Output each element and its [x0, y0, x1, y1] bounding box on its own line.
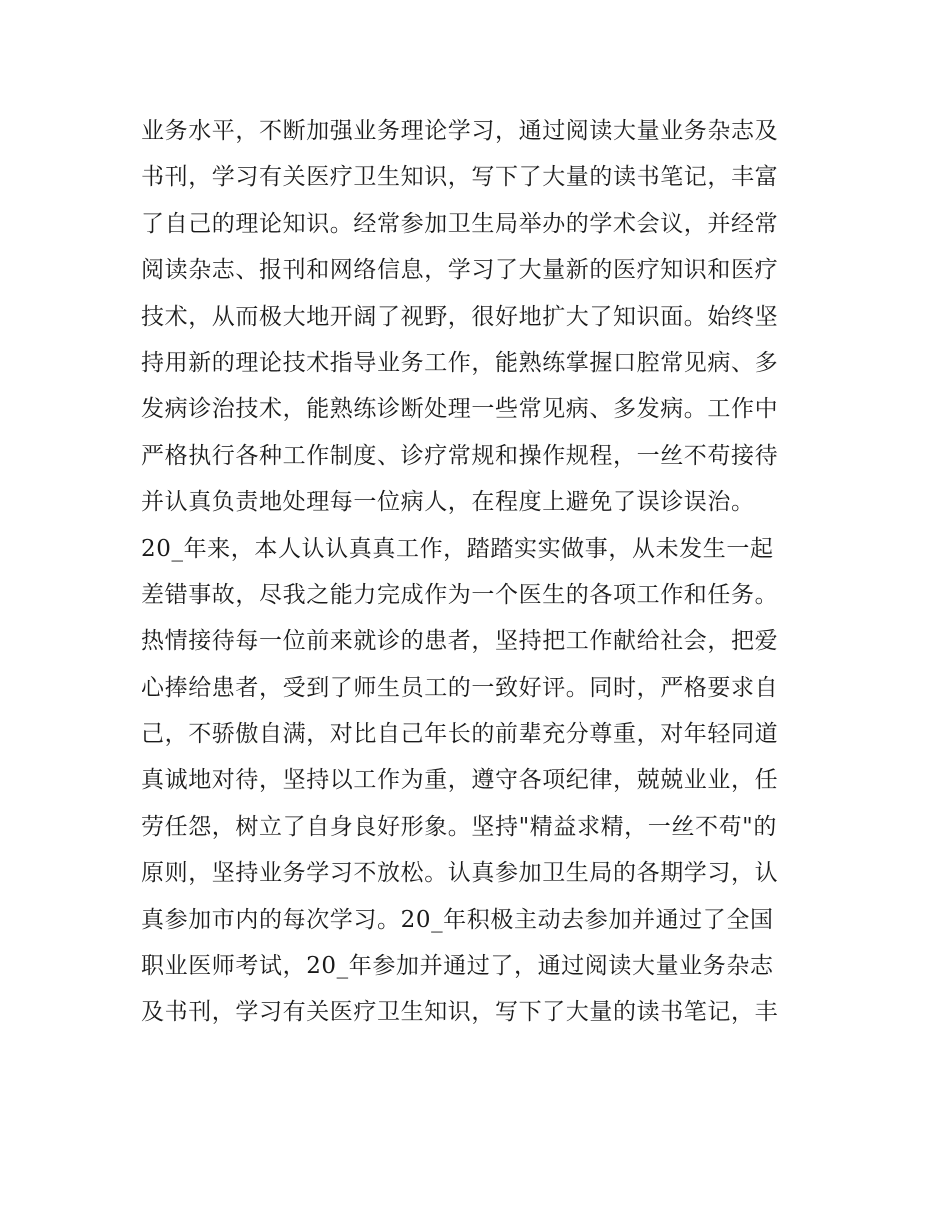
text-line: 职业医师考试，20_年参加并通过了，通过阅读大量业务杂志	[141, 953, 774, 980]
text-line: 20_年来，本人认认真真工作，踏踏实实做事，从未发生一起	[141, 535, 774, 562]
text-line: 技术，从而极大地开阔了视野，很好地扩大了知识面。始终坚	[141, 303, 779, 330]
text-line: 阅读杂志、报刊和网络信息，学习了大量新的医疗知识和医疗	[141, 257, 779, 284]
text-line: 差错事故，尽我之能力完成作为一个医生的各项工作和任务。	[141, 581, 779, 608]
text-line: 业务水平，不断加强业务理论学习，通过阅读大量业务杂志及	[141, 118, 779, 144]
text-line: 心捧给患者，受到了师生员工的一致好评。同时，严格要求自	[141, 674, 779, 701]
text-line: 及书刊，学习有关医疗卫生知识，写下了大量的读书笔记，丰	[141, 999, 779, 1026]
text-line: 真参加市内的每次学习。20_年积极主动去参加并通过了全国	[141, 906, 774, 933]
body-text	[141, 108, 821, 1036]
text-line: 并认真负责地处理每一位病人，在程度上避免了误诊误治。	[141, 489, 755, 516]
text-line: 己，不骄傲自满，对比自己年长的前辈充分尊重，对年轻同道	[141, 721, 779, 748]
text-line: 严格执行各种工作制度、诊疗常规和操作规程，一丝不苟接待	[141, 442, 779, 469]
text-line: 原则，坚持业务学习不放松。认真参加卫生局的各期学习，认	[141, 860, 779, 887]
text-line: 真诚地对待，坚持以工作为重，遵守各项纪律，兢兢业业，任	[141, 767, 779, 794]
text-line: 热情接待每一位前来就诊的患者，坚持把工作献给社会，把爱	[141, 628, 779, 655]
text-line: 发病诊治技术，能熟练诊断处理一些常见病、多发病。工作中	[141, 396, 779, 423]
text-line: 持用新的理论技术指导业务工作，能熟练掌握口腔常见病、多	[141, 349, 779, 376]
text-line: 了自己的理论知识。经常参加卫生局举办的学术会议，并经常	[141, 210, 779, 237]
text-line: 劳任怨，树立了自身良好形象。坚持"精益求精，一丝不苟"的	[141, 813, 777, 840]
text-line: 书刊，学习有关医疗卫生知识，写下了大量的读书笔记，丰富	[141, 164, 779, 191]
